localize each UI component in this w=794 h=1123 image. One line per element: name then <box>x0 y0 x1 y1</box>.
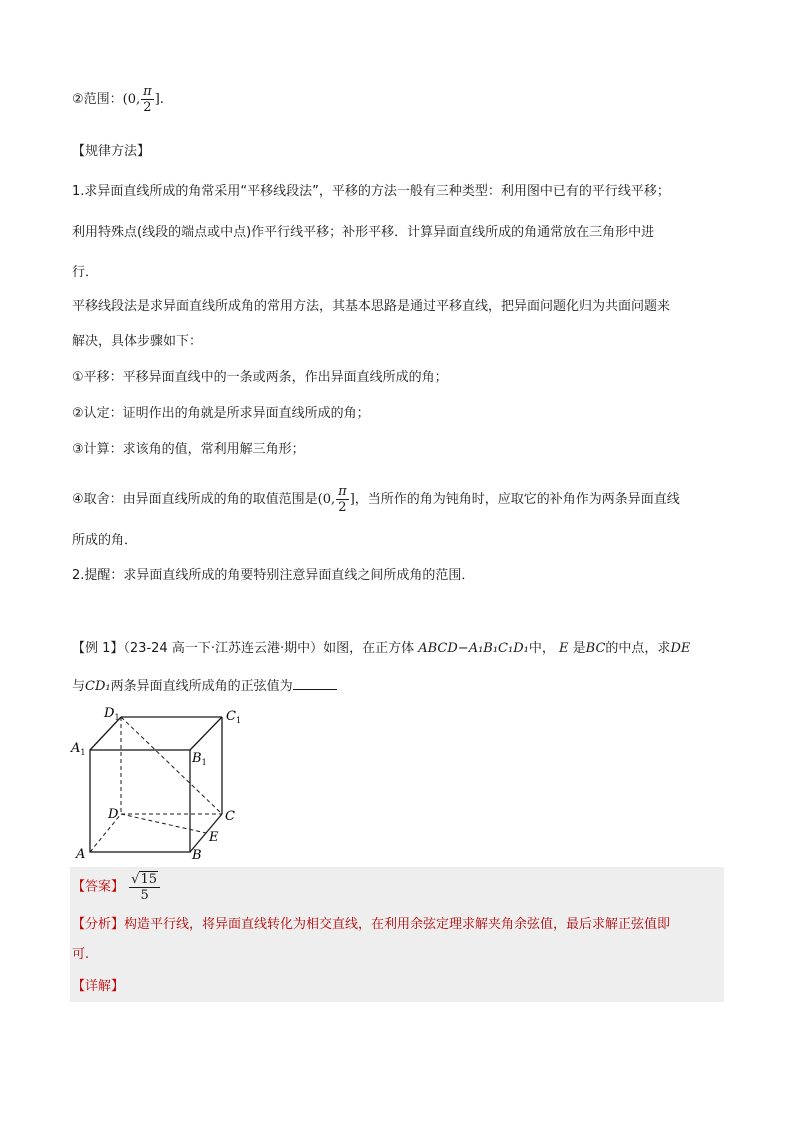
interval-open: (0, <box>122 92 141 107</box>
analysis-line1 <box>72 916 670 934</box>
step-choose-cont: 所成的角． <box>72 533 138 548</box>
segment-d1c <box>121 717 222 814</box>
answer-label: 【答案】 <box>72 879 125 895</box>
segment-de: DE <box>670 641 691 656</box>
method1-line4: 平移线段法是求异面直线所成角的常用方法，其基本思路是通过平移直线，把异面问题化归为共面问题来 <box>72 299 671 314</box>
label-a1: $A_1$ <box>71 741 86 757</box>
edge-b1c1 <box>190 717 222 750</box>
step-confirm: ②认定：证明作出的角就是所求异面直线所成的角； <box>72 406 370 421</box>
example-line2: 与CD₁两条异面直线所成角的正弦值为 <box>72 677 337 696</box>
label-d1: $D_1$ <box>104 706 120 722</box>
sqrt-symbol: √15 <box>131 872 157 887</box>
answer-box <box>70 867 724 1002</box>
cube-name: ABCD−A₁B₁C₁D₁ <box>418 641 529 656</box>
step-calculate: ③计算：求该角的值，常利用解三角形； <box>72 442 305 457</box>
method2: 2.提醒：求异面直线所成的角要特别注意异面直线之间所成角的范围． <box>72 568 475 583</box>
method1-line3: 行． <box>72 265 99 280</box>
pi-over-2-fraction: $\frac{\pi}{2}$ <box>338 484 347 515</box>
segment-cd1: CD₁ <box>85 679 111 694</box>
pi-over-2-fraction: $\frac{\pi}{2}$ <box>143 84 152 115</box>
answer-line <box>72 872 161 903</box>
label-c1: $C_1$ <box>226 709 242 725</box>
step-translate: ①平移：平移异面直线中的一条或两条，作出异面直线所成的角； <box>72 370 448 385</box>
label-a: A <box>76 847 86 862</box>
answer-blank <box>293 677 337 690</box>
range-item <box>72 84 164 115</box>
method-heading: 【规律方法】 <box>72 144 151 159</box>
method1-line2: 利用特殊点(线段的端点或中点)作平行线平移；补形平移．计算异面直线所成的角通常放在三角形中进 <box>72 225 655 240</box>
interval-close-bracket: ] <box>349 492 355 507</box>
label-d: D <box>108 807 119 822</box>
example-source: （23-24 高一下·江苏连云港·期中） <box>123 641 324 656</box>
method1-line5: 解决，具体步骤如下： <box>72 334 203 349</box>
cube-figure <box>68 702 268 862</box>
analysis-text: 构造平行线，将异面直线转化为相交直线，在利用余弦定理求解夹角余弦值，最后求解正弦值即 <box>124 917 671 932</box>
front-face <box>90 750 190 852</box>
method1-line1: 1.求异面直线所成的角常采用“平移线段法”，平移的方法一般有三种类型：利用图中已有的平行线平移； <box>72 184 670 199</box>
point-e: E <box>559 641 569 656</box>
interval-open: (0, <box>317 492 336 507</box>
label-b: B <box>192 848 202 862</box>
label-e: E <box>209 830 219 845</box>
example-line1: 【例 1】（23-24 高一下·江苏连云港·期中）如图，在正方体 ABCD−A₁B₁C₁D₁中， E 是BC的中点，求DE <box>72 641 691 656</box>
range-label: ②范围： <box>72 92 123 107</box>
analysis-label: 【分析】 <box>72 917 125 932</box>
example-label: 【例 1】 <box>72 641 124 656</box>
detail-label: 【详解】 <box>72 979 125 994</box>
answer-fraction: $\frac{√15}{5}$ <box>129 872 160 903</box>
segment-bc: BC <box>585 641 606 656</box>
interval-close: ]. <box>154 92 164 107</box>
step-choose: ④取舍：由异面直线所成的角的取值范围是(0, $\frac{\pi}{2}$ ]，当所作的角为钝角时，应取它的补角作为两条异面直线 <box>72 484 680 515</box>
analysis-line2: 可. <box>72 947 90 962</box>
label-b1: $B_1$ <box>192 751 207 767</box>
label-c: C <box>225 809 235 824</box>
segment-de-line <box>121 814 206 833</box>
